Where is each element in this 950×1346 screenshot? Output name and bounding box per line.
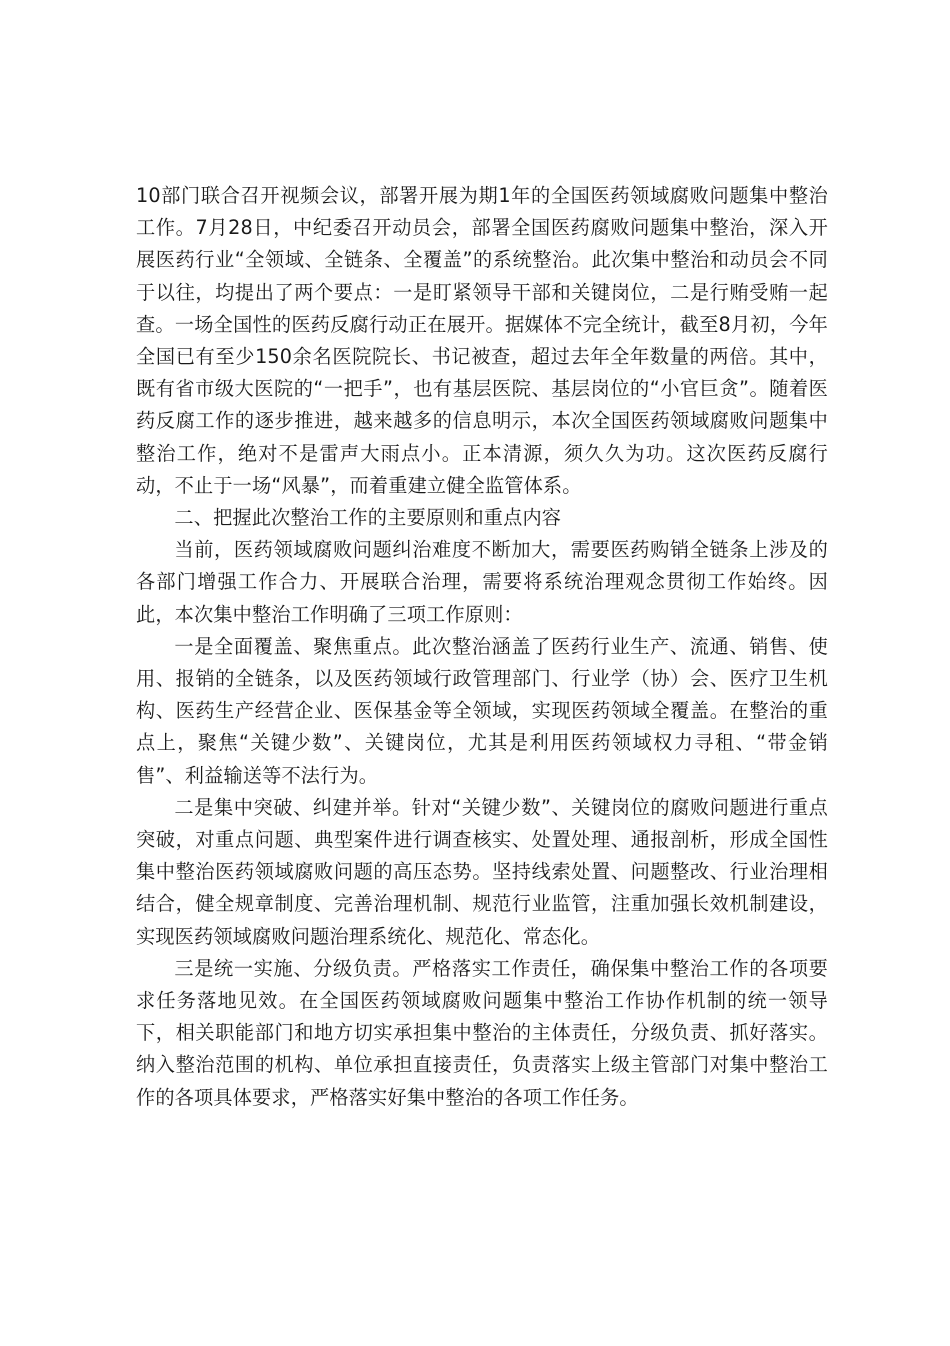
paragraph-principle-3: 三是统一实施、分级负责。严格落实工作责任，确保集中整治工作的各项要求任务落地见效。在全国医药领域腐败问题集中整治工作协作机制的统一领导下，相关职能部门和地方切实承担集中整治的主体责任，分级负责、抓好落实。纳入整治范围的机构、单位承担直接责任，负责落实上级主管部门对集中整治工作的各项具体要求，严格落实好集中整治的各项工作任务。 <box>136 956 828 1109</box>
paragraph-principle-1: 一是全面覆盖、聚焦重点。此次整治涵盖了医药行业生产、流通、销售、使用、报销的全链条，以及医药领域行政管理部门、行业学（协）会、医疗卫生机构、医药生产经营企业、医保基金等全领域，实现医药领域全覆盖。在整治的重点上，聚焦“关键少数”、关键岗位，尤其是利用医药领域权力寻租、“带金销售”、利益输送等不法行为。 <box>136 634 828 787</box>
paragraph-principle-2: 二是集中突破、纠建并举。针对“关键少数”、关键岗位的腐败问题进行重点突破，对重点问题、典型案件进行调查核实、处置处理、通报剖析，形成全国性集中整治医药领域腐败问题的高压态势。坚持线索处置、问题整改、行业治理相结合，健全规章制度、完善治理机制、规范行业监管，注重加强长效机制建设，实现医药领域腐败问题治理系统化、规范化、常态化。 <box>136 795 828 948</box>
paragraph-intro: 当前，医药领域腐败问题纠治难度不断加大，需要医药购销全链条上涉及的各部门增强工作合力、开展联合治理，需要将系统治理观念贯彻工作始终。因此，本次集中整治工作明确了三项工作原则： <box>136 538 828 626</box>
section-heading: 二、把握此次整治工作的主要原则和重点内容 <box>174 506 562 530</box>
document-body <box>136 180 828 1114</box>
paragraph-continuation: 10部门联合召开视频会议，部署开展为期1年的全国医药领域腐败问题集中整治工作。7月28日，中纪委召开动员会，部署全国医药腐败问题集中整治，深入开展医药行业“全领域、全链条、全覆盖”的系统整治。此次集中整治和动员会不同于以往，均提出了两个要点：一是盯紧领导干部和关键岗位，二是行贿受贿一起查。一场全国性的医药反腐行动正在展开。据媒体不完全统计，截至8月初，今年全国已有至少150余名医院院长、书记被查，超过去年全年数量的两倍。其中，既有省市级大医院的“一把手”，也有基层医院、基层岗位的“小官巨贪”。随着医药反腐工作的逐步推进，越来越多的信息明示，本次全国医药领域腐败问题集中整治工作，绝对不是雷声大雨点小。正本清源，须久久为功。这次医药反腐行动，不止于一场“风暴”，而着重建立健全监管体系。 <box>136 184 828 497</box>
